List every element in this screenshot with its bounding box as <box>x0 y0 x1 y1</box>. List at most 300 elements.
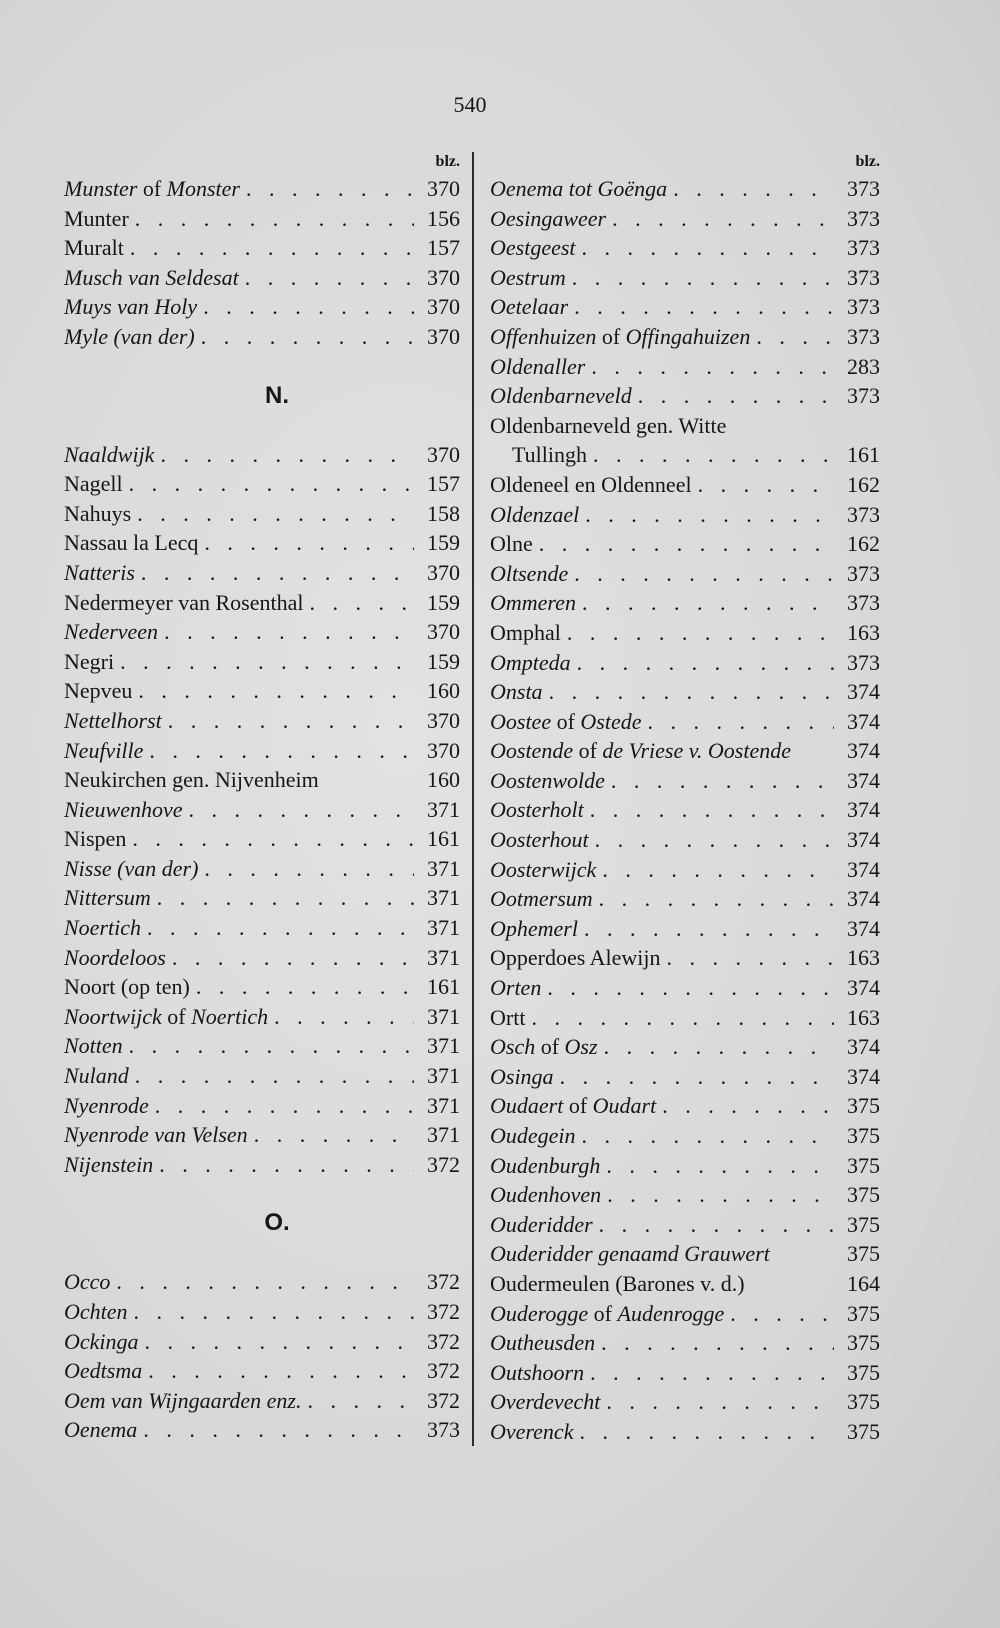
page-reference: 373 <box>847 205 880 231</box>
entry-name-part: Noort (op ten) <box>64 974 190 1000</box>
index-entry <box>490 440 880 470</box>
page-reference: 371 <box>427 915 460 941</box>
dot-leader <box>596 855 834 885</box>
entry-name-part: Oldenbarneveld <box>490 383 632 409</box>
dot-leader <box>142 1356 414 1386</box>
entry-name-part: Oosterhout <box>490 827 589 853</box>
entry-name-part: Ouderogge <box>490 1300 589 1326</box>
entry-name <box>64 1002 268 1032</box>
entry-name-part: Nahuys <box>64 500 132 526</box>
index-entry <box>64 233 460 263</box>
entry-name <box>64 943 166 973</box>
entry-name <box>490 1121 576 1151</box>
page-reference: 374 <box>847 886 880 912</box>
dot-leader <box>525 1003 834 1033</box>
index-entry <box>490 1358 880 1388</box>
page-reference: 374 <box>847 738 880 764</box>
page-reference: 375 <box>847 1182 880 1208</box>
index-entry <box>490 973 880 1003</box>
entry-name <box>64 1327 139 1357</box>
dot-leader <box>667 174 834 204</box>
entry-name-part: Oostee <box>490 708 552 734</box>
entry-name-part: Olne <box>490 531 533 557</box>
dot-leader <box>141 913 414 943</box>
entry-name <box>490 500 579 530</box>
index-entry <box>64 1120 460 1150</box>
dot-leader <box>162 706 414 736</box>
entry-name-part: Noortwijck <box>64 1003 162 1029</box>
page-reference: 163 <box>847 1004 880 1030</box>
index-entry <box>490 352 880 382</box>
index-entry <box>490 855 880 885</box>
page-reference: 157 <box>427 471 460 497</box>
entry-name-part: Ophemerl <box>490 915 578 941</box>
entry-name <box>490 973 541 1003</box>
dot-leader <box>605 766 834 796</box>
entry-name-part: Opperdoes Alewijn <box>490 945 661 971</box>
page-reference: 374 <box>847 797 880 823</box>
entry-name-part: Oem van Wijngaarden enz. <box>64 1387 302 1413</box>
index-entry <box>490 174 880 204</box>
entry-name <box>490 736 791 766</box>
page-reference: 374 <box>847 915 880 941</box>
entry-name <box>64 499 131 529</box>
section-heading: O. <box>264 1209 290 1237</box>
entry-name-part: Oestgeest <box>490 235 576 261</box>
entry-name <box>64 204 129 234</box>
dot-leader <box>124 233 414 263</box>
entry-name <box>64 706 162 736</box>
dot-leader <box>301 1386 414 1416</box>
dot-leader <box>126 824 414 854</box>
dot-leader <box>660 943 834 973</box>
dot-leader <box>561 618 834 648</box>
page-reference: 374 <box>847 708 880 734</box>
index-entry <box>64 1061 460 1091</box>
dot-leader <box>195 322 414 352</box>
entry-name <box>64 174 240 204</box>
page-reference: 373 <box>847 323 880 349</box>
entry-name <box>490 648 571 678</box>
page-reference: 370 <box>427 264 460 290</box>
index-entry <box>490 648 880 678</box>
entry-name <box>490 855 596 885</box>
page-reference: 162 <box>847 471 880 497</box>
dot-leader <box>543 677 834 707</box>
dot-leader <box>533 529 834 559</box>
dot-leader <box>606 204 834 234</box>
entry-name-part: Offenhuizen <box>490 323 597 349</box>
entry-name-part: Orten <box>490 975 542 1001</box>
entry-name-part: Ockinga <box>64 1328 139 1354</box>
entry-name-part: Ouderidder <box>490 1211 593 1237</box>
entry-name <box>490 1032 598 1062</box>
entry-name-part: Nijenstein <box>64 1151 154 1177</box>
dot-leader <box>724 1299 834 1329</box>
entry-name-part: Oedtsma <box>64 1358 143 1384</box>
entry-name <box>490 559 568 589</box>
dot-leader <box>692 470 834 500</box>
entry-name-part: Overdevecht <box>490 1389 601 1415</box>
entry-name-part: Nuland <box>64 1063 129 1089</box>
page-reference: 375 <box>847 1359 880 1385</box>
index-entry <box>64 765 460 795</box>
entry-name-part: Oldenzael <box>490 501 580 527</box>
page-reference: 371 <box>427 855 460 881</box>
index-entry <box>490 559 880 589</box>
entry-name-part: Nispen <box>64 826 127 852</box>
dot-leader <box>239 263 414 293</box>
page-reference: 372 <box>427 1387 460 1413</box>
dot-leader <box>123 1031 414 1061</box>
page-reference: 373 <box>847 294 880 320</box>
page-reference: 162 <box>847 531 880 557</box>
right-entries <box>490 174 880 1447</box>
entry-name <box>490 233 576 263</box>
entry-name <box>64 558 135 588</box>
entry-name-part: Nagell <box>64 471 123 497</box>
index-entry <box>64 854 460 884</box>
page-reference: 375 <box>847 1330 880 1356</box>
index-entry <box>64 1091 460 1121</box>
page-reference: 372 <box>427 1328 460 1354</box>
dot-leader <box>149 1091 414 1121</box>
entry-name <box>490 795 584 825</box>
page-reference: 370 <box>427 737 460 763</box>
entry-name <box>490 1062 554 1092</box>
entry-name <box>490 618 561 648</box>
dot-leader <box>198 854 414 884</box>
dot-leader <box>154 440 414 470</box>
entry-name <box>490 381 632 411</box>
dot-leader <box>598 1032 834 1062</box>
dot-leader <box>593 1210 834 1240</box>
page-reference: 163 <box>847 619 880 645</box>
entry-name-part: Nisse (van der) <box>64 855 199 881</box>
entry-name <box>490 263 566 293</box>
dot-leader <box>198 528 414 558</box>
entry-name <box>64 440 154 470</box>
entry-name-part: Offingahuizen <box>625 323 751 349</box>
entry-name-part: Muys van Holy <box>64 294 198 320</box>
entry-name <box>64 765 319 795</box>
entry-name <box>64 1297 128 1327</box>
entry-name-part: Neufville <box>64 737 144 763</box>
dot-leader <box>584 795 834 825</box>
dot-leader <box>190 972 414 1002</box>
entry-name-part: Osz <box>564 1034 598 1060</box>
index-entry <box>490 1239 880 1269</box>
page-reference: 157 <box>427 235 460 261</box>
index-entry <box>490 884 880 914</box>
page-reference: 161 <box>427 974 460 1000</box>
entry-name <box>64 1386 301 1416</box>
entry-name-part: Nedermeyer van Rosenthal <box>64 589 304 615</box>
entry-name <box>64 588 303 618</box>
entry-name-part: Noertich <box>191 1003 269 1029</box>
page-reference: 283 <box>847 353 880 379</box>
index-entry <box>490 1062 880 1092</box>
index-entry <box>490 529 880 559</box>
index-entry <box>490 1387 880 1417</box>
index-entry <box>490 1091 880 1121</box>
entry-name <box>64 1031 123 1061</box>
dot-leader <box>584 1358 834 1388</box>
index-entry <box>490 1032 880 1062</box>
entry-name-part: Notten <box>64 1033 123 1059</box>
dot-leader <box>642 707 834 737</box>
page-reference: 372 <box>427 1269 460 1295</box>
dot-leader <box>137 1415 414 1445</box>
dot-leader <box>541 973 834 1003</box>
entry-name-part: Tullingh <box>512 442 588 468</box>
entry-name <box>64 292 197 322</box>
index-entry <box>490 914 880 944</box>
index-entry <box>490 292 880 322</box>
entry-name-part: Overenck <box>490 1418 574 1444</box>
dot-leader <box>576 233 834 263</box>
index-entry <box>490 1151 880 1181</box>
entry-name <box>64 322 195 352</box>
index-entry <box>64 795 460 825</box>
index-entry <box>64 617 460 647</box>
index-entry <box>64 1356 460 1386</box>
page-reference: 374 <box>847 679 880 705</box>
entry-name <box>64 469 123 499</box>
dot-leader <box>750 322 834 352</box>
index-entry <box>64 204 460 234</box>
entry-name <box>64 795 183 825</box>
entry-name <box>64 1267 110 1297</box>
dot-leader <box>131 499 414 529</box>
entry-name <box>490 766 605 796</box>
page-reference: 371 <box>427 796 460 822</box>
entry-name-part: Nederveen <box>64 619 159 645</box>
entry-name <box>490 588 576 618</box>
entry-name-part: of <box>161 1003 192 1029</box>
entry-name-part: Neukirchen gen. Nijvenheim <box>64 767 319 793</box>
entry-name-part: Onsta <box>490 679 543 705</box>
entry-name <box>490 322 750 352</box>
index-entry <box>490 795 880 825</box>
entry-name-part: Oldenbarneveld gen. Witte <box>490 412 727 438</box>
dot-leader <box>143 736 414 766</box>
entry-name-part: Oosterholt <box>490 797 584 823</box>
page-reference: 372 <box>427 1299 460 1324</box>
column-divider <box>472 152 474 1446</box>
dot-leader <box>568 559 834 589</box>
entry-name-part: Oostenwolde <box>490 767 605 793</box>
index-entry <box>64 1150 460 1180</box>
index-entry <box>64 824 460 854</box>
entry-name <box>490 1358 584 1388</box>
entry-name-part: Nettelhorst <box>64 707 162 733</box>
page-reference: 159 <box>427 589 460 615</box>
page-reference: 164 <box>847 1270 880 1296</box>
dot-leader <box>656 1091 834 1121</box>
page-reference: 374 <box>847 856 880 882</box>
left-entries <box>64 174 460 1445</box>
entry-name <box>64 647 114 677</box>
dot-leader <box>135 558 414 588</box>
dot-leader <box>183 795 414 825</box>
entry-name-part: Oetelaar <box>490 294 569 320</box>
page-reference: 373 <box>847 560 880 586</box>
index-entry <box>64 706 460 736</box>
dot-leader <box>166 943 414 973</box>
page-reference: 370 <box>427 707 460 733</box>
index-entry <box>64 558 460 588</box>
index-entry <box>490 1328 880 1358</box>
entry-name <box>490 470 692 500</box>
entry-name <box>64 233 124 263</box>
entry-name <box>64 736 143 766</box>
entry-name <box>490 677 543 707</box>
dot-leader <box>600 1151 834 1181</box>
page-reference: 370 <box>427 294 460 320</box>
entry-name <box>64 1091 149 1121</box>
page-reference: 374 <box>847 1063 880 1089</box>
dot-leader <box>576 588 834 618</box>
entry-name <box>490 1003 525 1033</box>
entry-name-part: Noordeloos <box>64 944 166 970</box>
entry-name-part: Oldeneel en Oldenneel <box>490 471 692 497</box>
entry-name-part: Musch van Seldesat <box>64 264 239 290</box>
entry-name-part: Oesingaweer <box>490 205 607 231</box>
entry-name <box>490 529 533 559</box>
index-entry <box>64 1386 460 1416</box>
dot-leader <box>158 617 414 647</box>
index-entry <box>490 1180 880 1210</box>
entry-name <box>490 1151 600 1181</box>
entry-name <box>490 1328 595 1358</box>
page-reference: 375 <box>847 1389 880 1415</box>
entry-name <box>490 943 660 973</box>
page-reference: 159 <box>427 648 460 674</box>
right-column <box>490 150 880 1447</box>
entry-name <box>490 1417 573 1447</box>
entry-name-part: Oenema <box>64 1417 138 1443</box>
page-reference: 370 <box>427 619 460 645</box>
dot-leader <box>573 1417 834 1447</box>
index-entry <box>490 707 880 737</box>
entry-name-part: Ostede <box>580 708 642 734</box>
index-entry <box>64 1297 460 1327</box>
entry-name <box>490 884 593 914</box>
entry-name-part: Oudegein <box>490 1123 576 1148</box>
dot-leader <box>578 914 834 944</box>
index-entry <box>64 469 460 499</box>
entry-name-part: Oestrum <box>490 264 566 290</box>
index-entry <box>64 1415 460 1445</box>
entry-name <box>490 292 568 322</box>
entry-name <box>490 411 726 441</box>
entry-name <box>490 1180 601 1210</box>
entry-name <box>64 617 158 647</box>
entry-name <box>64 1150 153 1180</box>
index-entry <box>64 736 460 766</box>
page-reference: 373 <box>847 501 880 527</box>
entry-name <box>490 1387 600 1417</box>
dot-leader <box>128 1297 414 1327</box>
entry-name <box>490 825 589 855</box>
index-entry <box>490 736 880 766</box>
entry-name-part: Muralt <box>64 235 124 261</box>
entry-name <box>64 1061 129 1091</box>
page-reference: 375 <box>847 1211 880 1237</box>
index-entry <box>490 618 880 648</box>
dot-leader <box>129 204 414 234</box>
page-reference: 160 <box>427 678 460 704</box>
index-entry <box>64 1267 460 1297</box>
page-reference: 156 <box>427 205 460 231</box>
entry-name-part: Outheusden <box>490 1330 596 1356</box>
entry-name-part: Osch <box>490 1034 536 1060</box>
entry-name <box>64 824 126 854</box>
index-entry <box>490 1210 880 1240</box>
page-reference: 374 <box>847 975 880 1001</box>
dot-leader <box>571 648 834 678</box>
dot-leader <box>589 825 834 855</box>
entry-name-part: Naaldwijk <box>64 441 155 467</box>
page-reference: 370 <box>427 441 460 467</box>
entry-name-part: de Vriese v. Oostende <box>602 738 791 764</box>
entry-name-part: Nyenrode van Velsen <box>64 1122 248 1148</box>
page-reference: 370 <box>427 176 460 201</box>
index-entry <box>64 499 460 529</box>
entry-name-part: Ouderidder genaamd Grauwert <box>490 1241 770 1267</box>
dot-leader <box>240 174 414 204</box>
index-entry <box>490 588 880 618</box>
entry-name-part: Ommeren <box>490 590 576 616</box>
page-reference: 373 <box>847 590 880 616</box>
index-entry <box>490 322 880 352</box>
entry-name-part: Ortt <box>490 1004 526 1030</box>
entry-name <box>64 263 239 293</box>
page-reference: 373 <box>847 176 880 201</box>
entry-name-part: Oldenaller <box>490 353 586 379</box>
dot-leader <box>587 440 834 470</box>
index-entry <box>490 943 880 973</box>
entry-name-part: Oenema tot Goënga <box>490 176 668 201</box>
dot-leader <box>585 352 834 382</box>
entry-name <box>64 676 132 706</box>
entry-name-part: Oudenburgh <box>490 1152 601 1178</box>
entry-name-part: Munster <box>64 176 138 201</box>
page-reference: 373 <box>847 235 880 261</box>
dot-leader <box>153 1150 414 1180</box>
page-reference: 371 <box>427 1122 460 1148</box>
entry-name <box>490 204 606 234</box>
dot-leader <box>554 1062 834 1092</box>
dot-leader <box>248 1120 414 1150</box>
page-reference: 371 <box>427 944 460 970</box>
index-entry <box>490 1269 880 1299</box>
page-reference: 372 <box>427 1151 460 1177</box>
entry-name <box>490 352 585 382</box>
entry-name <box>490 1269 745 1299</box>
index-entry <box>64 528 460 558</box>
entry-name <box>490 1239 770 1269</box>
entry-name-part: Myle (van der) <box>64 323 195 349</box>
dot-leader <box>129 1061 414 1091</box>
page-reference: 370 <box>427 323 460 349</box>
index-entry <box>64 588 460 618</box>
entry-name-part: of <box>137 176 167 201</box>
dot-leader <box>568 292 834 322</box>
entry-name <box>490 707 642 737</box>
page-reference: 375 <box>847 1300 880 1326</box>
